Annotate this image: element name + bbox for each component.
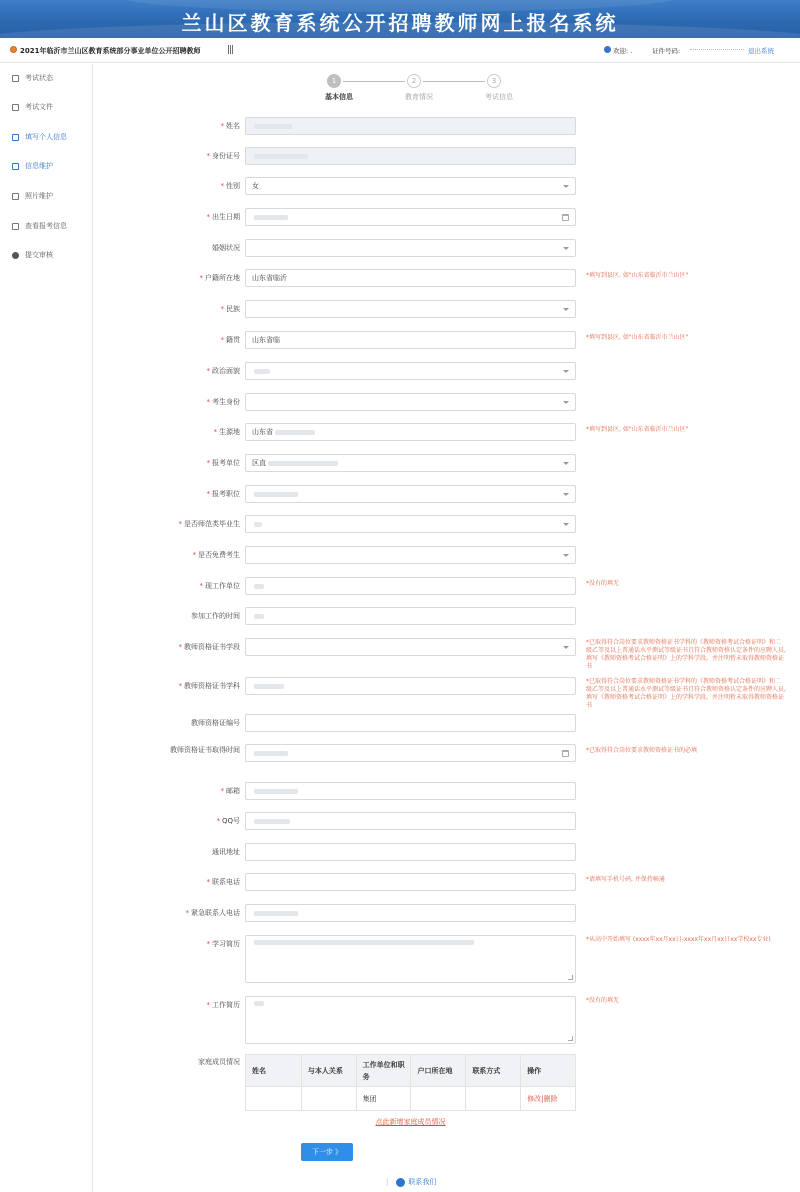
cert-subject-label: * 教师资格证书学科	[178, 682, 240, 690]
work-start-field[interactable]	[245, 607, 576, 625]
chevron-down-icon	[563, 462, 569, 465]
id-number-field[interactable]	[245, 147, 576, 165]
position-label: * 报考职位	[206, 490, 240, 498]
hukou-hint: *填写到县区, 如"山东省临沂市兰山区"	[586, 272, 689, 279]
step-2-circle: 2	[407, 74, 421, 88]
sidebar-item-view-application[interactable]	[0, 215, 93, 237]
qq-label: * QQ号	[216, 817, 240, 825]
cert-number-field[interactable]	[245, 714, 576, 732]
political-label: * 政治面貌	[206, 367, 240, 375]
qq-field[interactable]	[245, 812, 576, 830]
sidebar-item-label: 考试状态	[25, 74, 53, 82]
system-name: 2021年临沂市兰山区教育系统部分事业单位公开招聘教师	[20, 47, 201, 55]
address-field[interactable]	[245, 843, 576, 861]
calendar-icon[interactable]	[562, 750, 569, 757]
birth-date-field[interactable]	[245, 208, 576, 226]
cert-stage-label: * 教师资格证书学段	[178, 643, 240, 651]
current-work-hint: *没有的填无	[586, 580, 620, 587]
step-3-circle: 3	[487, 74, 501, 88]
logout-link[interactable]: 退出系统	[748, 47, 774, 55]
sidebar-item-photo[interactable]	[0, 185, 93, 207]
chevron-down-icon	[563, 493, 569, 496]
cert-number-field-label: 教师资格证编号	[191, 719, 240, 727]
position-select[interactable]	[245, 485, 576, 503]
resize-handle-icon[interactable]	[568, 975, 573, 980]
chevron-down-icon	[563, 308, 569, 311]
resize-handle-icon[interactable]	[568, 1036, 573, 1041]
candidate-identity-label: * 考生身份	[206, 398, 240, 406]
study-resume-hint: *从高中开始填写 (xxxx年xx月xx日-xxxx年xx月xx日xx学校xx专业)	[586, 936, 771, 943]
free-student-label: * 是否免费考生	[192, 551, 240, 559]
cert-date-label: 教师资格证书取得时间	[170, 746, 240, 754]
chevron-down-icon	[563, 646, 569, 649]
family-edit-delete-link[interactable]: 修改|删除	[521, 1087, 576, 1111]
birthplace-hint: *填写到县区, 如"山东省临沂市兰山区"	[586, 426, 689, 433]
family-cell-contact	[466, 1087, 521, 1111]
emergency-phone-field[interactable]	[245, 904, 576, 922]
study-resume-textarea[interactable]	[245, 935, 576, 983]
top-bar	[0, 38, 800, 63]
step-connector	[423, 81, 485, 82]
family-cell-name	[246, 1087, 302, 1111]
table-row	[246, 1087, 576, 1111]
native-place-label: * 籍贯	[220, 336, 240, 344]
banner-title: 兰山区教育系统公开招聘教师网上报名系统	[181, 11, 619, 35]
work-resume-hint: *没有的填无	[586, 997, 620, 1004]
contact-icon	[396, 1178, 405, 1187]
email-field[interactable]	[245, 782, 576, 800]
birthplace-field[interactable]: 山东省	[245, 423, 576, 441]
cert-subject-field[interactable]	[245, 677, 576, 695]
cert-date-hint: *已取得符合岗位要求教师资格证书的必填	[586, 747, 698, 754]
unit-label: * 报考单位	[206, 459, 240, 467]
family-table	[245, 1054, 576, 1111]
chevron-down-icon	[563, 185, 569, 188]
next-step-button[interactable]: 下一步 》	[301, 1143, 353, 1161]
work-start-label: 参加工作的时间	[191, 612, 240, 620]
marital-label: 婚姻状况	[212, 244, 240, 252]
banner	[0, 0, 800, 38]
logo-icon	[10, 46, 17, 53]
family-header-contact: 联系方式	[466, 1055, 521, 1087]
chevron-down-icon	[563, 523, 569, 526]
family-header-ops: 操作	[521, 1055, 576, 1087]
phone-hint: *请填写手机号码, 并保持畅通	[586, 876, 665, 883]
sidebar-item-label: 提交审核	[25, 251, 53, 259]
sidebar-item-info-maintain[interactable]	[0, 155, 93, 177]
file-icon	[12, 104, 19, 111]
chevron-down-icon	[563, 401, 569, 404]
sidebar-item-label: 信息维护	[25, 162, 53, 170]
contact-us-link[interactable]: 联系我们	[408, 1178, 437, 1186]
family-header-relation: 与本人关系	[301, 1055, 356, 1087]
family-header-unit: 工作单位和职务	[356, 1055, 411, 1087]
sidebar-item-label: 考试文件	[25, 103, 53, 111]
family-cell-unit: 集团	[356, 1087, 411, 1111]
edit-icon	[12, 163, 19, 170]
work-resume-label: * 工作简历	[206, 1001, 240, 1009]
check-circle-icon	[12, 252, 19, 259]
marital-select[interactable]	[245, 239, 576, 257]
current-work-label: * 现工作单位	[199, 582, 240, 590]
step-1-label: 基本信息	[325, 93, 353, 101]
cert-stage-hint: *已取得符合岗位要求教师资格证书学科的《教师资格考试合格证明》和二级乙等及以上普通话水平测试等级证书且符合教师资格认定条件的应聘人员, 填写《教师资格考试合格证明》上的学科学段。并注明暂未取得教师资格证书	[586, 639, 786, 670]
ethnicity-select[interactable]	[245, 300, 576, 318]
footer	[386, 1177, 436, 1187]
sidebar-item-label: 查看报考信息	[25, 222, 67, 230]
family-header-hukou: 户口所在地	[411, 1055, 466, 1087]
candidate-identity-select[interactable]	[245, 393, 576, 411]
birth-date-label: * 出生日期	[206, 213, 240, 221]
email-label: * 邮箱	[220, 787, 240, 795]
cert-stage-select[interactable]	[245, 638, 576, 656]
name-label: * 姓名	[220, 122, 240, 130]
birthplace-label: * 生源地	[213, 428, 240, 436]
address-label: 通讯地址	[212, 848, 240, 856]
view-icon	[12, 223, 19, 230]
step-1-circle: 1	[327, 74, 341, 88]
study-resume-label: * 学习简历	[206, 940, 240, 948]
step-3-label: 考试信息	[485, 93, 513, 101]
footer-separator: |	[386, 1178, 389, 1186]
family-cell-hukou	[411, 1087, 466, 1111]
hukou-label: * 户籍所在地	[199, 274, 240, 282]
sidebar-item-fill-info[interactable]	[0, 126, 93, 148]
step-connector	[343, 81, 405, 82]
family-header-name: 姓名	[246, 1055, 302, 1087]
cert-number-label: 证件号码:	[652, 47, 681, 55]
family-cell-relation	[301, 1087, 356, 1111]
free-student-select[interactable]	[245, 546, 576, 564]
sidebar-item-label: 填写个人信息	[25, 133, 67, 141]
gender-select[interactable]: 女	[245, 177, 576, 195]
hukou-field[interactable]: 山东省临沂	[245, 269, 576, 287]
user-icon	[604, 46, 611, 53]
work-resume-textarea[interactable]	[245, 996, 576, 1044]
family-label: 家庭成员情况	[198, 1058, 240, 1066]
edit-icon	[12, 134, 19, 141]
normal-grad-select[interactable]	[245, 515, 576, 533]
document-icon	[12, 75, 19, 82]
calendar-icon[interactable]	[562, 214, 569, 221]
chevron-down-icon	[563, 247, 569, 250]
current-work-field[interactable]	[245, 577, 576, 595]
progress-steps	[325, 74, 525, 104]
political-select[interactable]	[245, 362, 576, 380]
phone-label: * 联系电话	[206, 878, 240, 886]
sidebar	[0, 64, 93, 1192]
sidebar-item-exam-files[interactable]	[0, 96, 93, 118]
chevron-down-icon	[563, 370, 569, 373]
native-place-field[interactable]: 山东省临	[245, 331, 576, 349]
image-icon	[12, 193, 19, 200]
normal-grad-label: * 是否师范类毕业生	[178, 520, 240, 528]
phone-field[interactable]	[245, 873, 576, 891]
cert-number-value	[690, 49, 744, 50]
cert-subject-hint: *已取得符合岗位要求教师资格证书学科的《教师资格考试合格证明》和二级乙等及以上普通话水平测试等级证书且符合教师资格认定条件的应聘人员, 填写《教师资格考试合格证明》上的学科学段。并注明暂未取得教师资格证书	[586, 678, 786, 709]
gender-label: * 性别	[220, 182, 240, 190]
sidebar-item-label: 照片维护	[25, 192, 53, 200]
name-field[interactable]	[245, 117, 576, 135]
cert-date-field[interactable]	[245, 744, 576, 762]
ethnicity-label: * 民族	[220, 305, 240, 313]
menu-toggle-icon[interactable]: |||	[227, 45, 234, 55]
step-2-label: 教育情况	[405, 93, 433, 101]
sidebar-item-exam-status[interactable]	[0, 67, 93, 89]
id-number-label: * 身份证号	[206, 152, 240, 160]
welcome-text: 欢迎: .	[613, 47, 633, 55]
native-place-hint: *填写到县区, 如"山东省临沂市兰山区"	[586, 334, 689, 341]
sidebar-item-submit[interactable]	[0, 244, 93, 266]
add-family-member-link[interactable]: 点此新增家庭成员情况	[375, 1118, 446, 1126]
unit-select[interactable]: 区直	[245, 454, 576, 472]
emergency-phone-label: * 紧急联系人电话	[185, 909, 240, 917]
chevron-down-icon	[563, 554, 569, 557]
